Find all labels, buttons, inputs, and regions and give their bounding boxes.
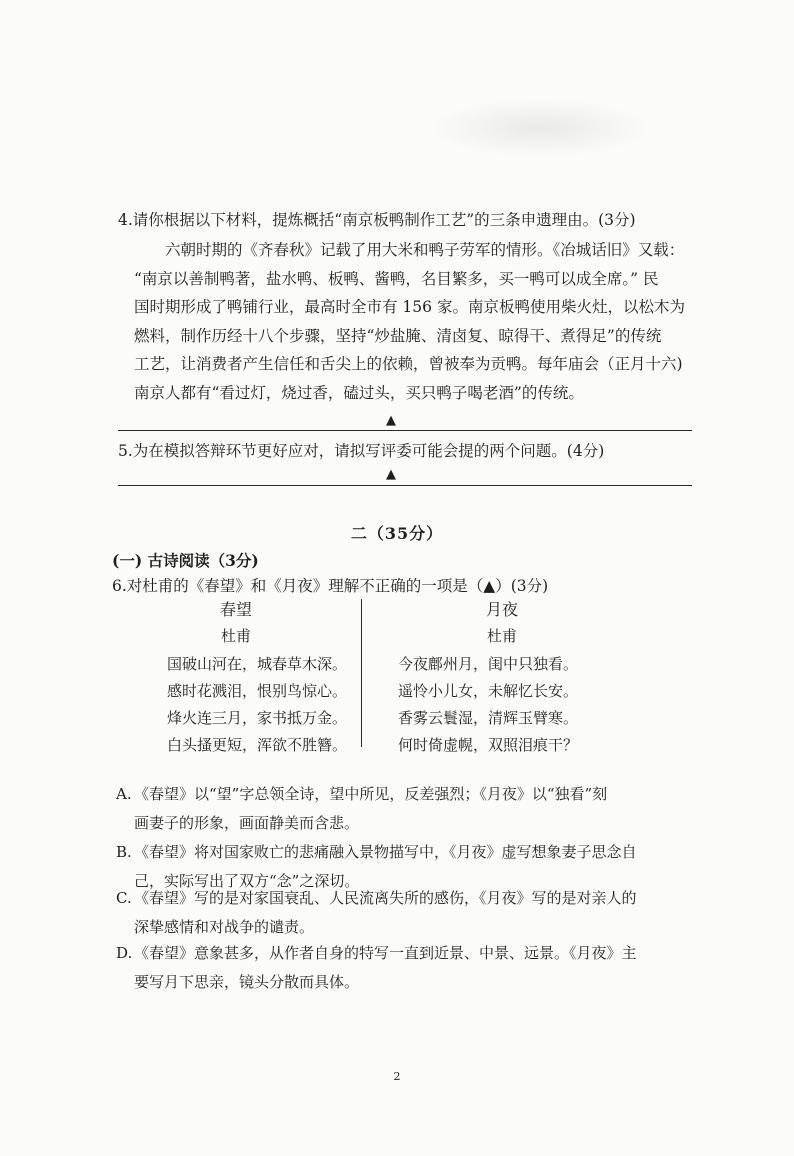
- material-line: 工艺，让消费者产生信任和舌尖上的依赖，曾被奉为贡鸭。每年庙会（正月十六): [134, 355, 683, 373]
- material-line: 国时期形成了鸭铺行业，最高时全市有 156 家。南京板鸭使用柴火灶，以松木为: [134, 298, 685, 316]
- material-line: 燃料，制作历经十八个步骤，坚持“炒盐腌、清卤复、晾得干、煮得足”的传统: [134, 326, 662, 345]
- option-text: 画妻子的形象，画面静美而含悲。: [134, 814, 360, 832]
- poem-line: 白头搔更短，浑欲不胜簪。: [167, 736, 348, 754]
- answer-line[interactable]: [118, 430, 692, 431]
- poem-line: 国破山河在，城春草木深。: [167, 655, 348, 673]
- poem-2-body: [398, 651, 608, 759]
- material-line: 南京人都有“看过灯，烧过香，磕过头，买只鸭子喝老酒”的传统。: [134, 383, 584, 402]
- option-text: 《春望》以“望”字总领全诗，望中所见，反差强烈；《月夜》以“独看”刻: [134, 785, 608, 803]
- option-text: 要写月下思亲，镜头分散而具体。: [134, 973, 360, 991]
- poem-line: 遥怜小儿女，未解忆长安。: [398, 682, 579, 700]
- scan-smudge: [430, 98, 650, 158]
- material-line: “南京以善制鸭著，盐水鸭、板鸭、酱鸭，名目繁多，买一鸭可以成全席。” 民: [134, 269, 659, 288]
- option-text: 《春望》将对国家败亡的悲痛融入景物描写中，《月夜》虚写想象妻子思念自: [134, 843, 637, 861]
- poem-line: 烽火连三月，家书抵万金。: [167, 709, 348, 727]
- poem-line: 香雾云鬟湿，清辉玉臂寒。: [398, 709, 579, 727]
- poem-title: 春望: [219, 600, 252, 619]
- poem-line: 今夜鄜州月，闺中只独看。: [398, 655, 579, 673]
- poem-2-header: [462, 596, 542, 650]
- question-4-material: [134, 236, 690, 407]
- option-label: B.: [116, 843, 132, 861]
- option-label: C.: [116, 889, 132, 907]
- option-label: D.: [116, 944, 133, 962]
- page-number: 2: [393, 1070, 401, 1083]
- question-6-stem: 6.对杜甫的《春望》和《月夜》理解不正确的一项是（▲）(3分): [112, 577, 549, 595]
- poem-divider: [361, 599, 362, 747]
- poem-line: 何时倚虚幌，双照泪痕干？: [398, 736, 579, 754]
- question-4-stem: 4.请你根据以下材料，提炼概括“南京板鸭制作工艺”的三条申遗理由。(3分): [118, 211, 636, 229]
- poem-line: 感时花溅泪，恨别鸟惊心。: [167, 682, 348, 700]
- poem-author: 杜甫: [220, 627, 251, 645]
- option-text: 深挚感情和对战争的谴责。: [134, 918, 315, 936]
- subsection-title: (一) 古诗阅读（3分): [112, 551, 259, 570]
- poem-1-body: [167, 651, 357, 759]
- option-c[interactable]: [116, 884, 696, 942]
- answer-blank-marker: ▲: [386, 413, 396, 428]
- material-line: 六朝时期的《齐春秋》记载了用大米和鸭子劳军的情形。《冶城话旧》又载：: [165, 241, 685, 259]
- poem-1-header: [196, 596, 276, 650]
- option-label: A.: [116, 785, 132, 803]
- poem-title: 月夜: [485, 600, 518, 619]
- option-text: 己，实际写出了双方“念”之深切。: [134, 872, 360, 890]
- answer-blank-marker: ▲: [386, 467, 396, 482]
- question-5-stem: 5.为在模拟答辩环节更好应对，请拟写评委可能会提的两个问题。(4分): [118, 442, 605, 460]
- answer-line[interactable]: [118, 485, 692, 486]
- option-a[interactable]: [116, 780, 696, 838]
- section-title: 二（35分）: [350, 524, 444, 543]
- option-text: 《春望》意象甚多，从作者自身的特写一直到近景、中景、远景。《月夜》主: [134, 944, 637, 962]
- option-d[interactable]: [116, 939, 696, 997]
- poem-author: 杜甫: [486, 627, 517, 645]
- option-text: 《春望》写的是对家国衰乱、人民流离失所的感伤，《月夜》写的是对亲人的: [134, 889, 637, 907]
